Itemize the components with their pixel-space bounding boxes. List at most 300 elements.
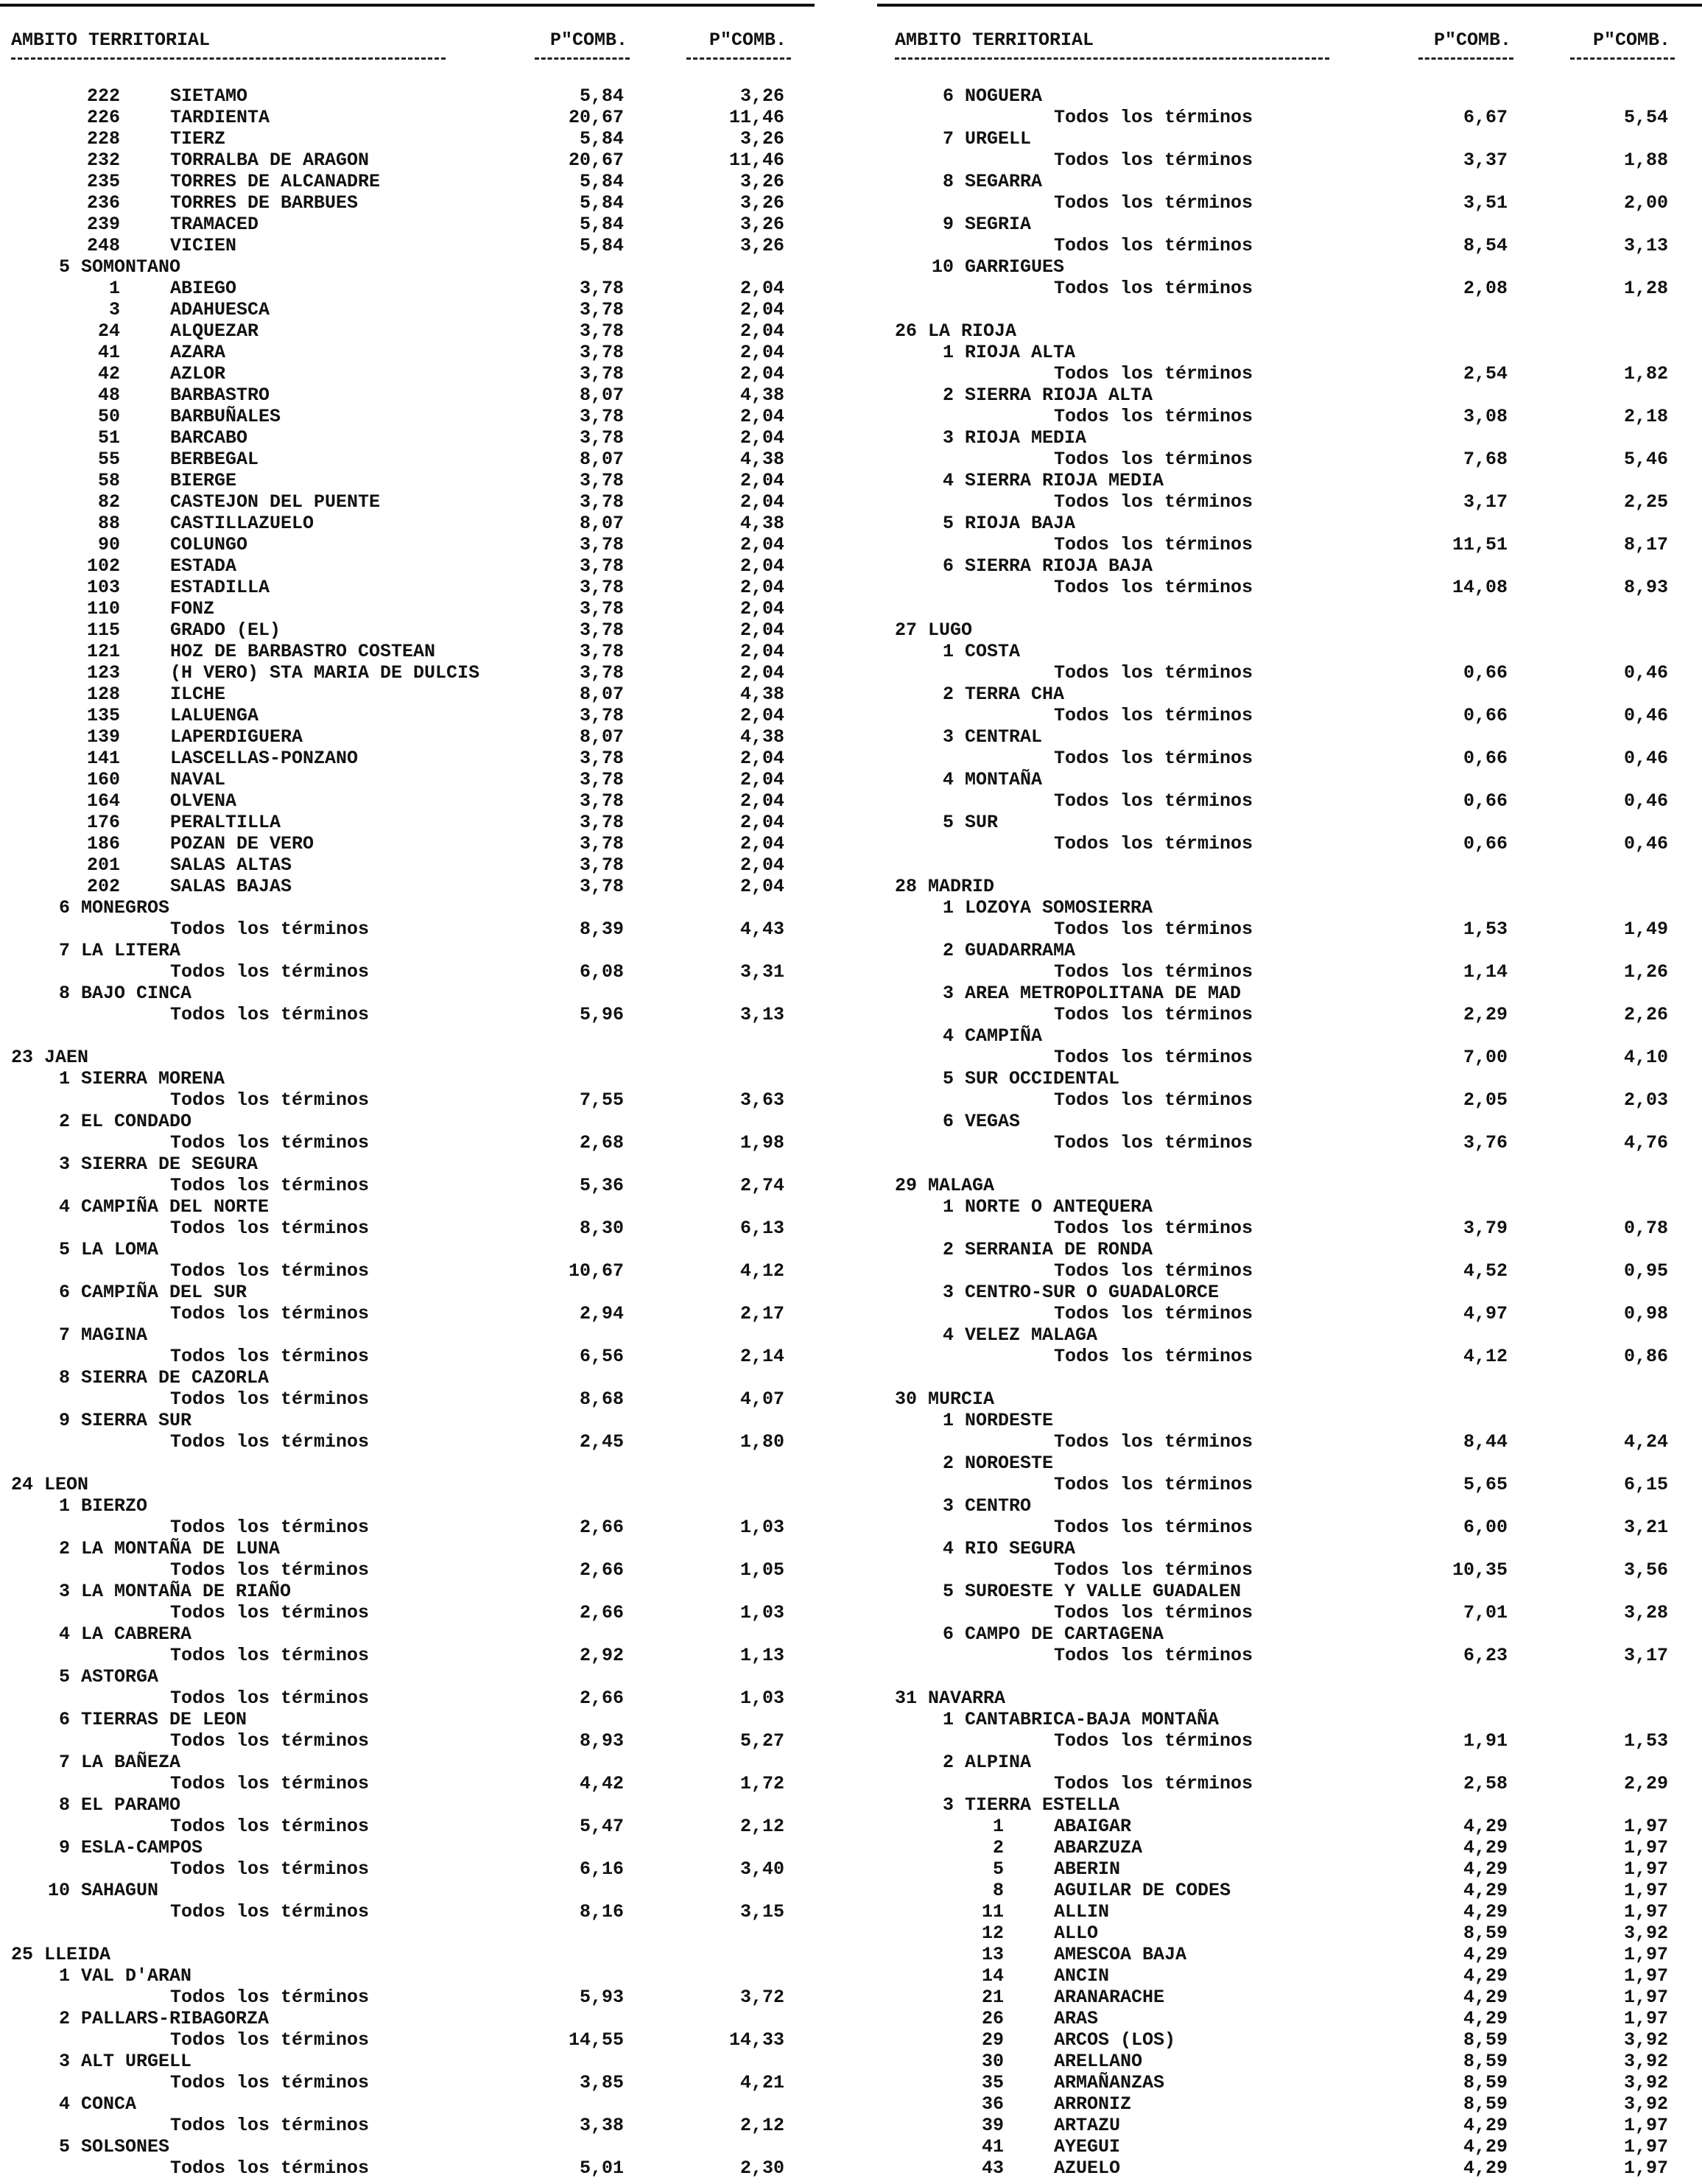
row-name: TORRES DE ALCANADRE bbox=[170, 171, 381, 192]
row-name: ALQUEZAR bbox=[170, 320, 259, 342]
row-name: LA BAÑEZA bbox=[81, 1752, 181, 1773]
row-name: BARBASTRO bbox=[170, 385, 270, 406]
row-name: Todos los términos bbox=[1054, 534, 1253, 555]
row-name: VEGAS bbox=[965, 1111, 1021, 1132]
row-name: SIERRA RIOJA BAJA bbox=[965, 555, 1153, 577]
value-pcomb-1: 8,59 bbox=[1463, 2072, 1508, 2093]
value-pcomb-2: 2,26 bbox=[1623, 1004, 1668, 1025]
value-pcomb-2: 6,13 bbox=[739, 1218, 784, 1239]
row-name: SIERRA DE CAZORLA bbox=[81, 1367, 270, 1388]
row-code: 3 bbox=[942, 1495, 954, 1517]
value-pcomb-1: 4,29 bbox=[1463, 1987, 1508, 2008]
row-code: 24 bbox=[11, 1474, 34, 1495]
value-pcomb-2: 3,92 bbox=[1623, 2093, 1668, 2115]
row-name: ESTADILLA bbox=[170, 577, 270, 598]
comarca-row bbox=[884, 1239, 1701, 1260]
row-name: Todos los términos bbox=[1054, 1260, 1253, 1282]
comarca-row bbox=[884, 427, 1701, 449]
comarca-row bbox=[884, 684, 1701, 705]
comarca-row bbox=[0, 1666, 817, 1688]
value-pcomb-1: 5,93 bbox=[579, 1987, 624, 2008]
value-pcomb-1: 4,42 bbox=[579, 1773, 624, 1794]
municipality-row bbox=[884, 1816, 1701, 1837]
row-code: 12 bbox=[981, 1923, 1004, 1944]
value-pcomb-2: 3,26 bbox=[739, 235, 784, 256]
value-pcomb-2: 1,98 bbox=[739, 1132, 784, 1154]
municipality-row bbox=[0, 470, 817, 491]
value-pcomb-1: 6,23 bbox=[1463, 1645, 1508, 1666]
value-pcomb-2: 2,17 bbox=[739, 1303, 784, 1324]
value-pcomb-1: 3,78 bbox=[579, 641, 624, 662]
row-name: ANCIN bbox=[1054, 1965, 1110, 1987]
row-code: 139 bbox=[86, 726, 120, 748]
all-terms-row bbox=[0, 2072, 817, 2093]
value-pcomb-1: 4,29 bbox=[1463, 2008, 1508, 2029]
row-code: 26 bbox=[981, 2008, 1004, 2029]
row-code: 6 bbox=[58, 897, 70, 919]
comarca-row bbox=[0, 940, 817, 961]
value-pcomb-1: 7,01 bbox=[1463, 1602, 1508, 1623]
row-name: ABERIN bbox=[1054, 1858, 1121, 1880]
row-name: CAMPIÑA bbox=[965, 1025, 1043, 1047]
all-terms-row bbox=[884, 107, 1701, 128]
all-terms-row bbox=[0, 1688, 817, 1709]
value-pcomb-2: 2,04 bbox=[739, 619, 784, 641]
comarca-row bbox=[0, 1367, 817, 1388]
all-terms-row bbox=[884, 363, 1701, 385]
table-header bbox=[0, 29, 817, 52]
municipality-row bbox=[0, 684, 817, 705]
municipality-row bbox=[0, 128, 817, 150]
row-code: 4 bbox=[58, 2093, 70, 2115]
row-name: LA MONTAÑA DE RIAÑO bbox=[81, 1581, 292, 1602]
row-name: SOLSONES bbox=[81, 2136, 170, 2157]
row-name: AREA METROPOLITANA DE MAD bbox=[965, 983, 1242, 1004]
row-name: MURCIA bbox=[928, 1388, 995, 1410]
province-row bbox=[884, 1388, 1701, 1410]
row-name: SUROESTE Y VALLE GUADALEN bbox=[965, 1581, 1242, 1602]
row-code: 13 bbox=[981, 1944, 1004, 1965]
value-pcomb-2: 8,93 bbox=[1623, 577, 1668, 598]
comarca-row bbox=[884, 983, 1701, 1004]
value-pcomb-1: 2,66 bbox=[579, 1517, 624, 1538]
row-name: URGELL bbox=[965, 128, 1032, 150]
row-name: Todos los términos bbox=[170, 1218, 370, 1239]
row-code: 9 bbox=[58, 1410, 70, 1431]
value-pcomb-2: 1,80 bbox=[739, 1431, 784, 1453]
value-pcomb-1: 3,78 bbox=[579, 278, 624, 299]
row-name: Todos los términos bbox=[1054, 1773, 1253, 1794]
row-name: Todos los términos bbox=[170, 1303, 370, 1324]
row-name: NOGUERA bbox=[965, 85, 1043, 107]
comarca-row bbox=[884, 1324, 1701, 1346]
comarca-row bbox=[0, 1154, 817, 1175]
row-code: 36 bbox=[981, 2093, 1004, 2115]
municipality-row bbox=[0, 171, 817, 192]
row-code: 3 bbox=[58, 2051, 70, 2072]
row-name: MONTAÑA bbox=[965, 769, 1043, 790]
row-code: 1 bbox=[942, 641, 954, 662]
row-name: CENTRO bbox=[965, 1495, 1032, 1517]
value-pcomb-2: 4,24 bbox=[1623, 1431, 1668, 1453]
all-terms-row bbox=[884, 491, 1701, 513]
comarca-row bbox=[884, 1453, 1701, 1474]
row-name: NAVARRA bbox=[928, 1688, 1006, 1709]
comarca-row bbox=[884, 769, 1701, 790]
comarca-row bbox=[884, 897, 1701, 919]
row-name: Todos los términos bbox=[1054, 449, 1253, 470]
row-code: 90 bbox=[97, 534, 120, 555]
value-pcomb-1: 8,16 bbox=[579, 1901, 624, 1923]
header-ambito-territorial: AMBITO TERRITORIAL bbox=[11, 29, 211, 51]
row-name: Todos los términos bbox=[1054, 833, 1253, 854]
row-code: 58 bbox=[97, 470, 120, 491]
all-terms-row bbox=[884, 1602, 1701, 1623]
all-terms-row bbox=[884, 534, 1701, 555]
row-name: SIERRA DE SEGURA bbox=[81, 1154, 259, 1175]
comarca-row bbox=[884, 1410, 1701, 1431]
row-code: 121 bbox=[86, 641, 120, 662]
value-pcomb-1: 0,66 bbox=[1463, 705, 1508, 726]
value-pcomb-2: 8,17 bbox=[1623, 534, 1668, 555]
value-pcomb-1: 10,35 bbox=[1452, 1559, 1508, 1581]
row-name: ARMAÑANZAS bbox=[1054, 2072, 1165, 2093]
all-terms-row bbox=[884, 1132, 1701, 1154]
comarca-row bbox=[0, 983, 817, 1004]
value-pcomb-2: 3,21 bbox=[1623, 1517, 1668, 1538]
row-code: 10 bbox=[47, 1880, 70, 1901]
row-name: Todos los términos bbox=[1054, 1517, 1253, 1538]
row-name: LALUENGA bbox=[170, 705, 259, 726]
row-code: 176 bbox=[86, 812, 120, 833]
municipality-row bbox=[0, 748, 817, 769]
province-row bbox=[884, 619, 1701, 641]
row-name: SIERRA RIOJA MEDIA bbox=[965, 470, 1164, 491]
value-pcomb-2: 0,95 bbox=[1623, 1260, 1668, 1282]
row-code: 103 bbox=[86, 577, 120, 598]
value-pcomb-2: 1,97 bbox=[1623, 2136, 1668, 2157]
value-pcomb-1: 8,07 bbox=[579, 449, 624, 470]
row-name: BARBUÑALES bbox=[170, 406, 281, 427]
row-name: TERRA CHA bbox=[965, 684, 1065, 705]
row-name: ARAS bbox=[1054, 2008, 1099, 2029]
comarca-row bbox=[0, 1068, 817, 1089]
row-name: ARRONIZ bbox=[1054, 2093, 1132, 2115]
header-underline bbox=[686, 57, 791, 60]
row-code: 2 bbox=[942, 1453, 954, 1474]
value-pcomb-2: 2,04 bbox=[739, 427, 784, 449]
value-pcomb-2: 0,46 bbox=[1623, 790, 1668, 812]
all-terms-row bbox=[0, 1730, 817, 1752]
row-name: SUR bbox=[965, 812, 999, 833]
value-pcomb-1: 8,44 bbox=[1463, 1431, 1508, 1453]
row-name: (H VERO) STA MARIA DE DULCIS bbox=[170, 662, 480, 684]
row-code: 1 bbox=[58, 1068, 70, 1089]
row-name: COLUNGO bbox=[170, 534, 248, 555]
row-name: SAHAGUN bbox=[81, 1880, 159, 1901]
header-pcomb-2: P"COMB. bbox=[708, 29, 787, 51]
value-pcomb-2: 11,46 bbox=[728, 150, 784, 171]
comarca-row bbox=[884, 1111, 1701, 1132]
all-terms-row bbox=[0, 1773, 817, 1794]
row-name: ARANARACHE bbox=[1054, 1987, 1165, 2008]
value-pcomb-1: 3,78 bbox=[579, 876, 624, 897]
row-name: Todos los términos bbox=[170, 1089, 370, 1111]
row-name: Todos los términos bbox=[1054, 1559, 1253, 1581]
municipality-row bbox=[0, 555, 817, 577]
row-name: Todos los términos bbox=[170, 1730, 370, 1752]
row-name: GRADO (EL) bbox=[170, 619, 281, 641]
value-pcomb-2: 2,04 bbox=[739, 363, 784, 385]
province-row bbox=[884, 1175, 1701, 1196]
comarca-row bbox=[0, 1709, 817, 1730]
row-name: Todos los términos bbox=[170, 2157, 370, 2179]
all-terms-row bbox=[0, 1987, 817, 2008]
row-name: Todos los términos bbox=[170, 2115, 370, 2136]
municipality-row bbox=[0, 363, 817, 385]
row-name: RIOJA BAJA bbox=[965, 513, 1076, 534]
all-terms-row bbox=[884, 833, 1701, 854]
row-name: Todos los términos bbox=[170, 1388, 370, 1410]
municipality-row bbox=[884, 1987, 1701, 2008]
row-code: 5 bbox=[992, 1858, 1004, 1880]
value-pcomb-1: 8,07 bbox=[579, 684, 624, 705]
row-code: 5 bbox=[58, 1666, 70, 1688]
value-pcomb-2: 2,04 bbox=[739, 833, 784, 854]
value-pcomb-2: 4,12 bbox=[739, 1260, 784, 1282]
all-terms-row bbox=[0, 1346, 817, 1367]
municipality-row bbox=[884, 2115, 1701, 2136]
row-code: 3 bbox=[942, 427, 954, 449]
all-terms-row bbox=[0, 1260, 817, 1282]
value-pcomb-2: 3,26 bbox=[739, 128, 784, 150]
municipality-row bbox=[0, 876, 817, 897]
row-code: 7 bbox=[942, 128, 954, 150]
row-name: LA RIOJA bbox=[928, 320, 1017, 342]
row-name: CENTRAL bbox=[965, 726, 1043, 748]
row-name: Todos los términos bbox=[1054, 1047, 1253, 1068]
row-name: ALLO bbox=[1054, 1923, 1099, 1944]
value-pcomb-2: 3,13 bbox=[1623, 235, 1668, 256]
value-pcomb-2: 5,27 bbox=[739, 1730, 784, 1752]
value-pcomb-1: 3,78 bbox=[579, 769, 624, 790]
value-pcomb-1: 3,79 bbox=[1463, 1218, 1508, 1239]
province-row bbox=[884, 1688, 1701, 1709]
row-code: 5 bbox=[58, 256, 70, 278]
value-pcomb-1: 7,55 bbox=[579, 1089, 624, 1111]
value-pcomb-2: 1,97 bbox=[1623, 1965, 1668, 1987]
all-terms-row bbox=[884, 235, 1701, 256]
value-pcomb-1: 6,08 bbox=[579, 961, 624, 983]
row-name: SIERRA RIOJA ALTA bbox=[965, 385, 1153, 406]
comarca-row bbox=[0, 1623, 817, 1645]
row-name: EL CONDADO bbox=[81, 1111, 192, 1132]
row-name: MALAGA bbox=[928, 1175, 995, 1196]
value-pcomb-1: 8,07 bbox=[579, 513, 624, 534]
row-name: PERALTILLA bbox=[170, 812, 281, 833]
comarca-row bbox=[884, 641, 1701, 662]
all-terms-row bbox=[0, 1431, 817, 1453]
row-code: 3 bbox=[58, 1154, 70, 1175]
municipality-row bbox=[884, 2029, 1701, 2051]
province-row bbox=[884, 876, 1701, 897]
value-pcomb-1: 4,29 bbox=[1463, 1837, 1508, 1858]
comarca-row bbox=[0, 897, 817, 919]
value-pcomb-2: 3,92 bbox=[1623, 2072, 1668, 2093]
value-pcomb-2: 4,38 bbox=[739, 385, 784, 406]
row-code: 6 bbox=[942, 555, 954, 577]
value-pcomb-2: 3,92 bbox=[1623, 2051, 1668, 2072]
municipality-row bbox=[0, 342, 817, 363]
value-pcomb-2: 2,04 bbox=[739, 491, 784, 513]
row-code: 3 bbox=[942, 1282, 954, 1303]
value-pcomb-2: 1,49 bbox=[1623, 919, 1668, 940]
row-code: 4 bbox=[942, 1025, 954, 1047]
value-pcomb-2: 1,05 bbox=[739, 1559, 784, 1581]
comarca-row bbox=[0, 2051, 817, 2072]
value-pcomb-1: 5,47 bbox=[579, 1816, 624, 1837]
value-pcomb-2: 1,82 bbox=[1623, 363, 1668, 385]
comarca-row bbox=[884, 385, 1701, 406]
row-name: Todos los términos bbox=[1054, 1431, 1253, 1453]
value-pcomb-2: 4,38 bbox=[739, 726, 784, 748]
comarca-row bbox=[0, 1794, 817, 1816]
municipality-row bbox=[884, 1880, 1701, 1901]
value-pcomb-2: 3,92 bbox=[1623, 2029, 1668, 2051]
value-pcomb-1: 2,94 bbox=[579, 1303, 624, 1324]
row-name: Todos los términos bbox=[1054, 1730, 1253, 1752]
value-pcomb-2: 0,46 bbox=[1623, 748, 1668, 769]
row-code: 128 bbox=[86, 684, 120, 705]
all-terms-row bbox=[884, 1645, 1701, 1666]
row-name: ASTORGA bbox=[81, 1666, 159, 1688]
row-name: Todos los términos bbox=[170, 1559, 370, 1581]
all-terms-row bbox=[0, 1303, 817, 1324]
value-pcomb-1: 3,08 bbox=[1463, 406, 1508, 427]
value-pcomb-1: 3,76 bbox=[1463, 1132, 1508, 1154]
row-name: NAVAL bbox=[170, 769, 226, 790]
value-pcomb-2: 4,07 bbox=[739, 1388, 784, 1410]
row-name: ALPINA bbox=[965, 1752, 1032, 1773]
row-code: 14 bbox=[981, 1965, 1004, 1987]
row-name: Todos los términos bbox=[1054, 1645, 1253, 1666]
municipality-row bbox=[884, 1923, 1701, 1944]
value-pcomb-1: 1,53 bbox=[1463, 919, 1508, 940]
value-pcomb-2: 0,46 bbox=[1623, 833, 1668, 854]
value-pcomb-1: 20,67 bbox=[568, 150, 624, 171]
value-pcomb-1: 3,78 bbox=[579, 598, 624, 619]
row-code: 2 bbox=[58, 1538, 70, 1559]
row-code: 8 bbox=[58, 983, 70, 1004]
all-terms-row bbox=[0, 1816, 817, 1837]
value-pcomb-2: 3,26 bbox=[739, 214, 784, 235]
value-pcomb-1: 10,67 bbox=[568, 1260, 624, 1282]
value-pcomb-1: 8,39 bbox=[579, 919, 624, 940]
value-pcomb-1: 7,68 bbox=[1463, 449, 1508, 470]
row-name: LEON bbox=[44, 1474, 89, 1495]
row-code: 4 bbox=[942, 470, 954, 491]
value-pcomb-1: 5,36 bbox=[579, 1175, 624, 1196]
value-pcomb-1: 8,59 bbox=[1463, 1923, 1508, 1944]
value-pcomb-1: 3,78 bbox=[579, 833, 624, 854]
value-pcomb-2: 1,03 bbox=[739, 1602, 784, 1623]
municipality-row bbox=[0, 790, 817, 812]
value-pcomb-1: 8,07 bbox=[579, 385, 624, 406]
row-name: AZLOR bbox=[170, 363, 226, 385]
all-terms-row bbox=[884, 1004, 1701, 1025]
value-pcomb-1: 3,78 bbox=[579, 427, 624, 449]
row-name: Todos los términos bbox=[170, 1688, 370, 1709]
row-name: Todos los términos bbox=[1054, 1303, 1253, 1324]
row-code: 3 bbox=[58, 1581, 70, 1602]
row-name: Todos los términos bbox=[1054, 1602, 1253, 1623]
row-code: 202 bbox=[86, 876, 120, 897]
value-pcomb-2: 1,88 bbox=[1623, 150, 1668, 171]
all-terms-row bbox=[0, 1901, 817, 1923]
row-code: 30 bbox=[981, 2051, 1004, 2072]
province-row bbox=[0, 1474, 817, 1495]
header-pcomb-1: P"COMB. bbox=[1433, 29, 1511, 51]
header-ambito-territorial: AMBITO TERRITORIAL bbox=[895, 29, 1094, 51]
province-row bbox=[0, 1944, 817, 1965]
row-name: COSTA bbox=[965, 641, 1021, 662]
all-terms-row bbox=[0, 1559, 817, 1581]
row-name: Todos los términos bbox=[170, 1346, 370, 1367]
value-pcomb-2: 1,97 bbox=[1623, 2115, 1668, 2136]
row-code: 6 bbox=[58, 1709, 70, 1730]
row-code: 29 bbox=[895, 1175, 918, 1196]
top-rule bbox=[0, 4, 815, 7]
row-name: Todos los términos bbox=[1054, 790, 1253, 812]
row-name: Todos los términos bbox=[170, 1517, 370, 1538]
value-pcomb-1: 5,65 bbox=[1463, 1474, 1508, 1495]
row-name: Todos los términos bbox=[170, 1431, 370, 1453]
all-terms-row bbox=[884, 961, 1701, 983]
value-pcomb-2: 0,78 bbox=[1623, 1218, 1668, 1239]
municipality-row bbox=[0, 619, 817, 641]
value-pcomb-2: 0,46 bbox=[1623, 705, 1668, 726]
row-code: 236 bbox=[86, 192, 120, 214]
row-name: Todos los términos bbox=[1054, 1346, 1253, 1367]
row-name: JAEN bbox=[44, 1047, 89, 1068]
row-name: LUGO bbox=[928, 619, 973, 641]
row-name: Todos los términos bbox=[1054, 919, 1253, 940]
comarca-row bbox=[0, 1581, 817, 1602]
municipality-row bbox=[0, 278, 817, 299]
row-name: Todos los términos bbox=[1054, 748, 1253, 769]
comarca-row bbox=[0, 1239, 817, 1260]
row-name: ESTADA bbox=[170, 555, 237, 577]
municipality-row bbox=[884, 1858, 1701, 1880]
row-code: 141 bbox=[86, 748, 120, 769]
value-pcomb-2: 2,04 bbox=[739, 470, 784, 491]
value-pcomb-1: 3,78 bbox=[579, 299, 624, 320]
comarca-row bbox=[0, 1880, 817, 1901]
value-pcomb-2: 2,04 bbox=[739, 854, 784, 876]
row-code: 102 bbox=[86, 555, 120, 577]
comarca-row bbox=[0, 1111, 817, 1132]
row-code: 8 bbox=[58, 1794, 70, 1816]
value-pcomb-2: 2,12 bbox=[739, 1816, 784, 1837]
comarca-row bbox=[884, 1025, 1701, 1047]
comarca-row bbox=[884, 1495, 1701, 1517]
comarca-row bbox=[0, 2093, 817, 2115]
row-code: 7 bbox=[58, 940, 70, 961]
row-code: 5 bbox=[58, 2136, 70, 2157]
row-name: Todos los términos bbox=[1054, 1132, 1253, 1154]
comarca-row bbox=[0, 1837, 817, 1858]
row-code: 7 bbox=[58, 1752, 70, 1773]
